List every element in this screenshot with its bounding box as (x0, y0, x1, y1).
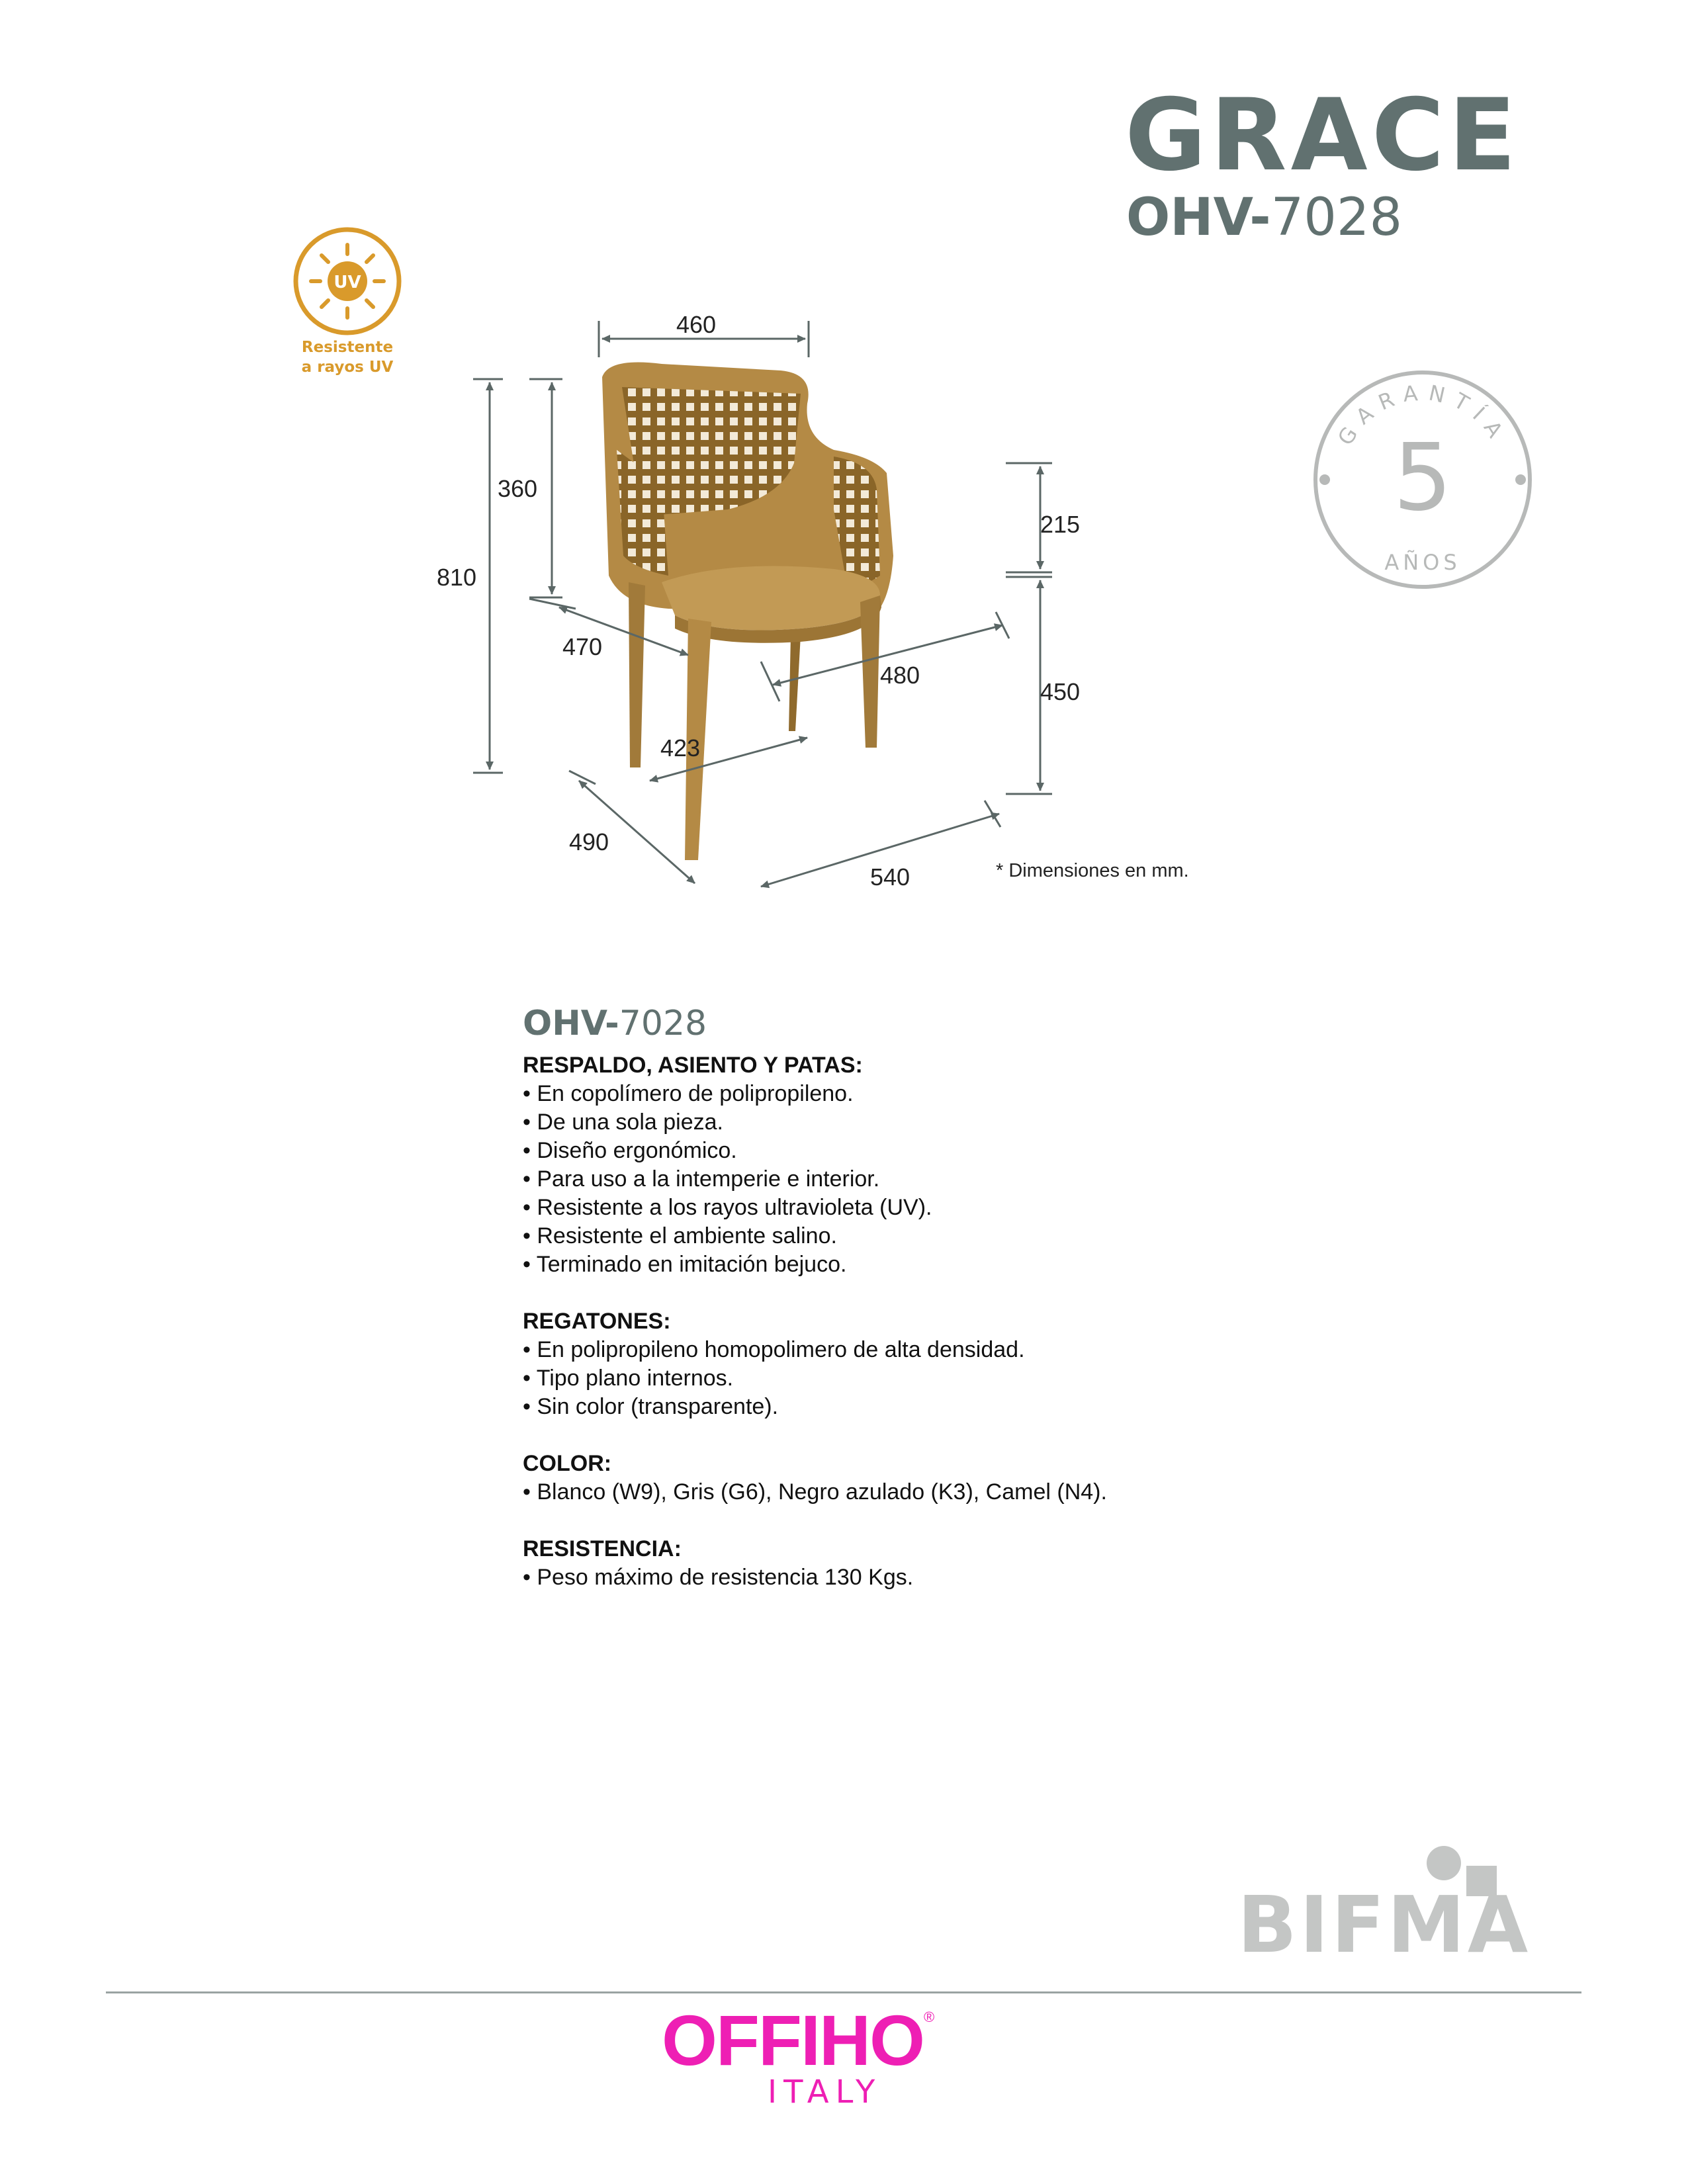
list-item: • De una sola pieza. (523, 1109, 723, 1135)
dim-back-height: 360 (498, 475, 538, 502)
warranty-years: 5 (1393, 424, 1452, 532)
list-item: • Resistente a los rayos ultravioleta (UV). (523, 1194, 932, 1220)
uv-label-line1: Resistente (301, 339, 394, 356)
list-item: • Diseño ergonómico. (523, 1137, 737, 1163)
spec-code-number: 7028 (619, 1004, 707, 1043)
list-item: • En copolímero de polipropileno. (523, 1080, 854, 1106)
dim-width-top: 460 (676, 311, 717, 338)
section-title: COLOR: (523, 1450, 612, 1476)
product-code-number: 7028 (1270, 188, 1403, 247)
warranty-word: GARANTÍA (1332, 380, 1513, 450)
dim-inner-depth: 423 (660, 734, 701, 762)
list-item: • Blanco (W9), Gris (G6), Negro azulado (K3), Camel (N4). (523, 1479, 1107, 1505)
product-code-prefix: OHV- (1126, 188, 1271, 247)
list-item: • Tipo plano internos. (523, 1365, 734, 1391)
list-item: • Para uso a la intemperie e interior. (523, 1166, 880, 1192)
dimension-lines (0, 0, 1688, 926)
spec-block (523, 1006, 1449, 1592)
dim-total-height: 810 (437, 564, 477, 591)
dim-seat-depth: 470 (562, 633, 603, 660)
dim-width-base: 540 (870, 863, 911, 891)
list-item: • Sin color (transparente). (523, 1393, 779, 1419)
spec-code (523, 1006, 1449, 1042)
dim-seat-height: 450 (1040, 678, 1081, 705)
dim-depth: 490 (569, 828, 609, 855)
dim-arm-height: 215 (1040, 511, 1081, 538)
list-item: • Resistente el ambiente salino. (523, 1223, 837, 1248)
list-item: • Peso máximo de resistencia 130 Kgs. (523, 1564, 914, 1590)
spec-code-prefix: OHV- (523, 1004, 619, 1043)
list-item: • En polipropileno homopolimero de alta densidad. (523, 1336, 1025, 1362)
brand-sub: ITALY (768, 2074, 882, 2111)
brand-name: OFFIHO (662, 2000, 924, 2080)
bifma-logo (1237, 1839, 1542, 1958)
product-name: GRACE (1125, 78, 1521, 193)
brand-logo (662, 2000, 934, 2080)
warranty-unit: AÑOS (1384, 550, 1461, 575)
dimensions-note: * Dimensiones en mm. (996, 860, 1189, 881)
section-title: RESISTENCIA: (523, 1536, 682, 1561)
bifma-text: BIFMA (1237, 1879, 1531, 1958)
registered-mark: ® (923, 2009, 934, 2025)
list-item: • Terminado en imitación bejuco. (523, 1251, 847, 1277)
uv-label-line2: a rayos UV (301, 359, 394, 376)
dim-seat-width: 480 (880, 662, 920, 689)
section-title: REGATONES: (523, 1308, 671, 1334)
footer-divider (106, 1991, 1581, 1993)
section-title: RESPALDO, ASIENTO Y PATAS: (523, 1052, 863, 1078)
uv-text: UV (333, 273, 361, 292)
